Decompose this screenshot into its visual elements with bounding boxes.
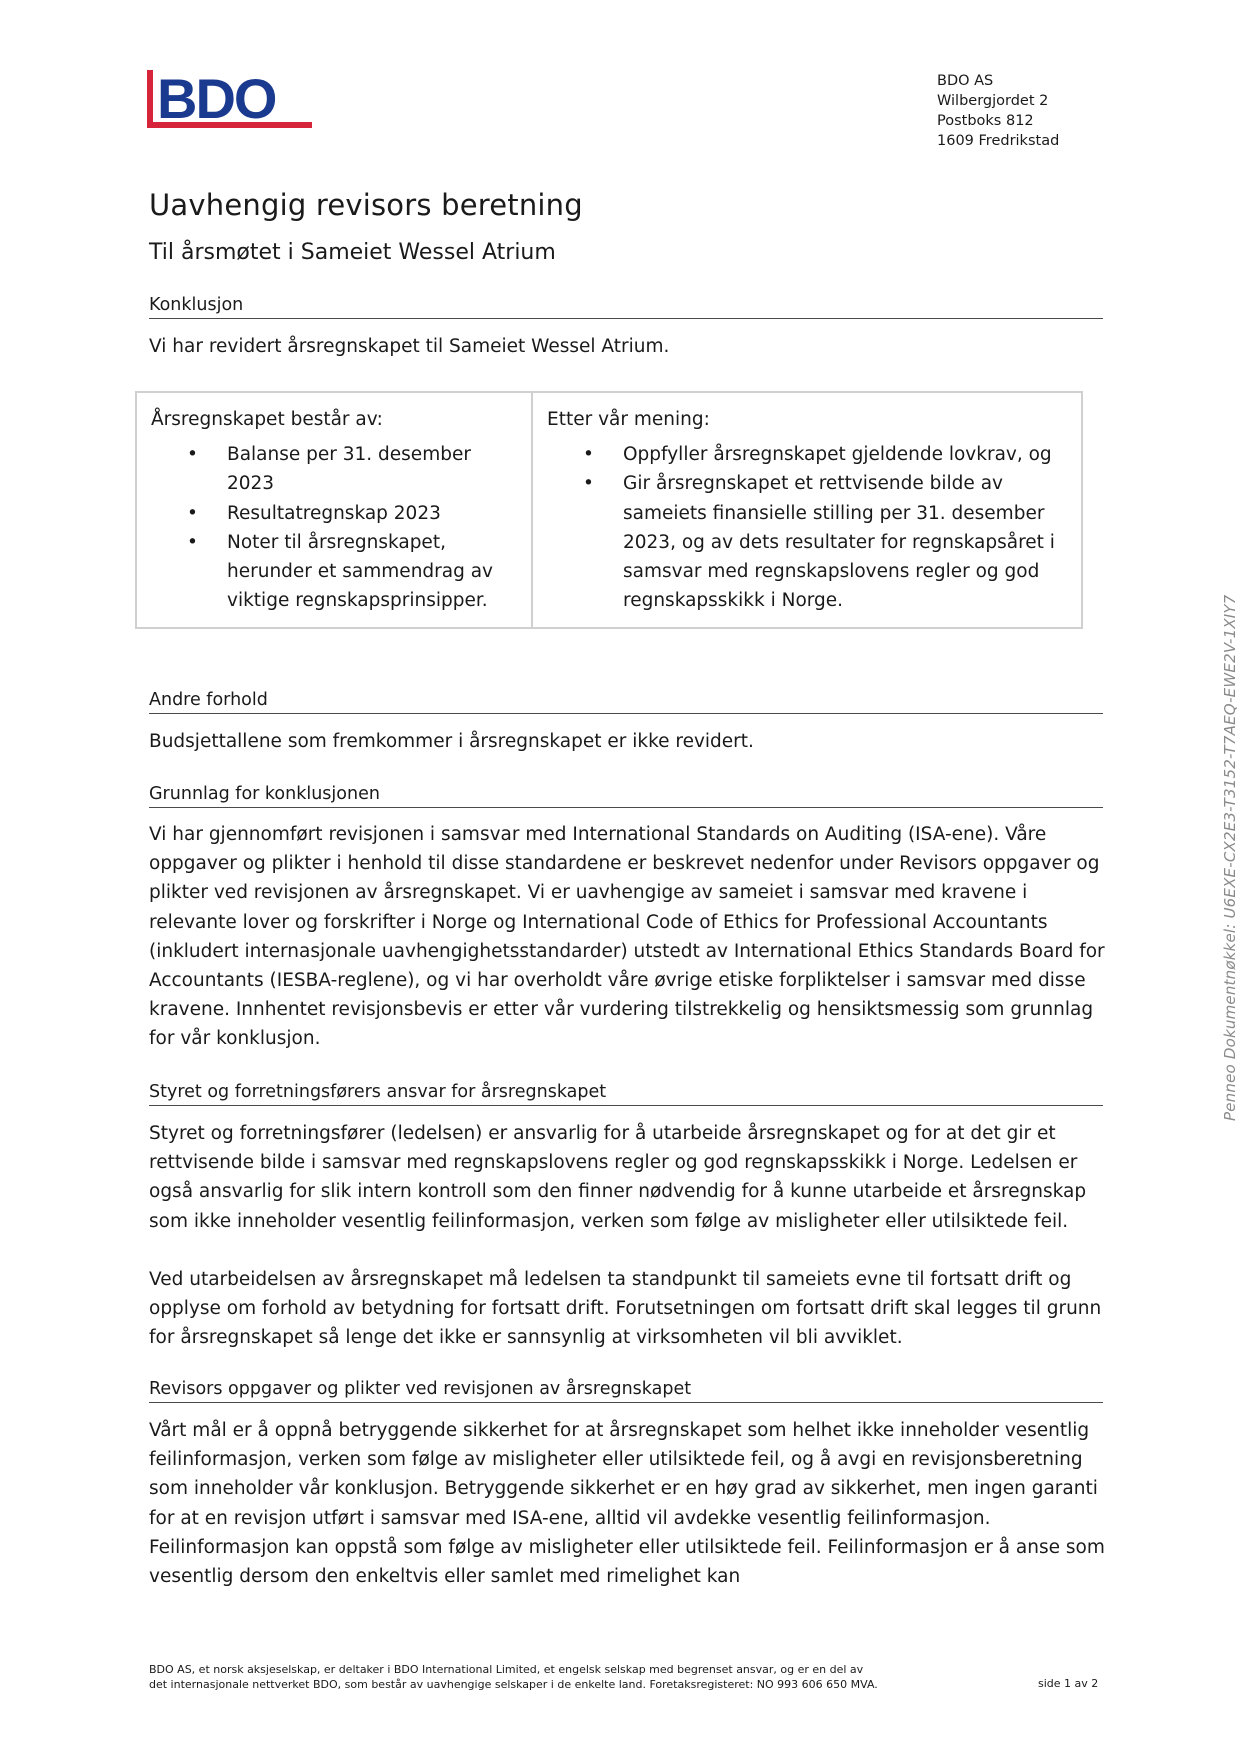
left-column-heading: Årsregnskapet består av: [151,409,383,430]
page-footer [149,1662,878,1692]
bdo-logo [147,70,312,134]
footer-line: det internasjonale nettverket BDO, som består av uavhengige selskaper i de enkelte land. Foretaksregisteret: NO 993 606 650 MVA. [149,1678,878,1691]
table-column-left [137,393,533,627]
company-address [937,71,1059,151]
list-item [547,469,1067,615]
bullet-icon: • [187,502,198,524]
bullet-icon: • [187,531,198,553]
footer-line: BDO AS, et norsk aksjeselskap, er deltaker i BDO International Limited, et engelsk selskap med begrenset ansvar, og er en del av [149,1663,864,1676]
list-item [151,440,517,498]
list-item [547,440,1067,469]
address-line: 1609 Fredrikstad [937,133,1060,149]
page-number: side 1 av 2 [1038,1677,1099,1690]
document-key-watermark: Penneo Dokumentnøkkel: U6EXE-CX2E3-T3152-T7AEQ-EWE2V-1XIY7 [1221,594,1239,1121]
svg-text:BDO: BDO [157,70,276,130]
address-line: Postboks 812 [937,113,1034,129]
list-item-text: Resultatregnskap 2023 [227,502,441,524]
list-item [151,528,517,616]
left-list [151,440,517,615]
list-item-text: Balanse per 31. desember 2023 [227,444,471,495]
bullet-icon: • [583,444,594,466]
page-subtitle: Til årsmøtet i Sameiet Wessel Atrium [149,240,556,265]
conclusion-table [135,391,1083,629]
right-list [547,440,1067,615]
list-item-text: Oppfyller årsregnskapet gjeldende lovkrav, og [623,444,1052,466]
section-heading-grunnlag: Grunnlag for konklusjonen [149,784,1103,808]
section-heading-andre-forhold: Andre forhold [149,690,1103,714]
styret-text-1: Styret og forretningsfører (ledelsen) er ansvarlig for å utarbeide årsregnskapet og for at det gir et rettvisende bilde i samsvar med regnskapslovens regler og god regnskapsskikk i Norge. Ledelsen er også ansvarlig for slik intern kontroll som den finner nødvendig for å kunne utarbeide et årsregnskap som ikke inneholder vesentlig feilinformasjon, verken som følge av misligheter eller utilsiktede feil. [149,1123,1087,1232]
section-heading-styret: Styret og forretningsførers ansvar for årsregnskapet [149,1082,1103,1106]
konklusjon-text: Vi har revidert årsregnskapet til Sameiet Wessel Atrium. [149,336,670,357]
address-line: Wilbergjordet 2 [937,93,1049,109]
list-item-text: Gir årsregnskapet et rettvisende bilde av sameiets finansielle stilling per 31. desember 2023, og av dets resultater for regnskapsåret i samsvar med regnskapslovens regler og god regnskapsskikk i Norge. [623,473,1055,612]
table-column-right [533,393,1081,627]
grunnlag-text: Vi har gjennomført revisjonen i samsvar med International Standards on Auditing (ISA-ene). Våre oppgaver og plikter i henhold til disse standardene er beskrevet nedenfor under Revisors oppgaver og plikter ved revisjonen av årsregnskapet. Vi er uavhengige av sameiet i samsvar med kravene i relevante lover og forskrifter i Norge og International Code of Ethics for Professional Accountants (inkludert internasjonale uavhengighetsstandarder) utstedt av International Ethics Standards Board for Accountants (IESBA-reglene), og vi har overholdt våre øvrige etiske forpliktelser i samsvar med disse kravene. Innhentet revisjonsbevis er etter vår vurdering tilstrekkelig og hensiktsmessig som grunnlag for vår konklusjon. [149,824,1105,1050]
styret-text-2: Ved utarbeidelsen av årsregnskapet må ledelsen ta standpunkt til sameiets evne til fortsatt drift og opplyse om forhold av betydning for fortsatt drift. Forutsetningen om fortsatt drift skal legges til grunn for årsregnskapet så lenge det ikke er sannsynlig at virksomheten vil bli avviklet. [149,1269,1102,1349]
list-item-text: Noter til årsregnskapet, herunder et sammendrag av viktige regnskapsprinsipper. [227,531,494,612]
bullet-icon: • [583,473,594,495]
revisors-text: Vårt mål er å oppnå betryggende sikkerhet for at årsregnskapet som helhet ikke inneholder vesentlig feilinformasjon, verken som følge av misligheter eller utilsiktede feil, og å avgi en revisjonsberetning som inneholder vår konklusjon. Betryggende sikkerhet er en høy grad av sikkerhet, men ingen garanti for at en revisjon utført i samsvar med ISA-ene, alltid vil avdekke vesentlig feilinformasjon. Feilinformasjon kan oppstå som følge av misligheter eller utilsiktede feil. Feilinformasjon er å anse som vesentlig dersom den enkeltvis eller samlet med rimelighet kan [149,1420,1105,1588]
page-title: Uavhengig revisors beretning [149,188,583,222]
section-heading-revisors: Revisors oppgaver og plikter ved revisjonen av årsregnskapet [149,1379,1103,1403]
list-item [151,499,517,528]
section-heading-konklusjon: Konklusjon [149,295,1103,319]
right-column-heading: Etter vår mening: [547,409,710,430]
bullet-icon: • [187,444,198,466]
andre-forhold-text: Budsjettallene som fremkommer i årsregnskapet er ikke revidert. [149,731,754,752]
address-line: BDO AS [937,73,994,89]
